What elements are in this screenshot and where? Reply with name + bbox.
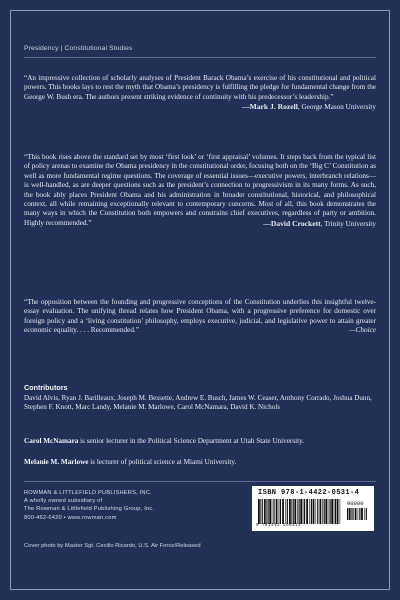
blurb-attribution [24, 102, 376, 112]
editor-name: Melanie M. Marlowe [24, 458, 89, 466]
editor-bio-1 [24, 437, 376, 446]
editor-description: is senior lecturer in the Political Science Department at Utah State University. [78, 437, 305, 445]
price-code: 90000 [347, 500, 364, 507]
photo-credit: Cover photo by Master Sgt. Cecilio Ricardo, U.S. Air Force/Released [24, 543, 201, 549]
blurb-1 [24, 74, 376, 113]
isbn-barcode [252, 486, 374, 531]
blurb-3 [24, 298, 376, 336]
publisher-group: The Rowman & Littlefield Publishing Group, Inc. [24, 506, 155, 513]
blurb-text: “The opposition between the founding and progressive conceptions of the Constitution underlies this insightful twelve-essay evaluation. The unifying thread relates how President Obama, with a progressive preference for domestic over foreign policy and a ‘living constitution’ philosophy, employs executive, judicial, and legislative power to attain greater economic equality. . . . Recommended.” [24, 298, 376, 335]
publisher-block [24, 489, 154, 522]
blurb-affiliation: , George Mason University [297, 103, 376, 112]
editor-bio-2 [24, 458, 376, 467]
top-divider [24, 57, 376, 58]
blurb-source: —Choice [349, 326, 376, 335]
category-label: Presidency | Constitutional Studies [24, 45, 133, 52]
publisher-subsidiary: A wholly owned subsidiary of [24, 498, 103, 505]
isbn-number: ISBN 978-1-4422-0531-4 [258, 489, 360, 497]
bottom-divider [24, 481, 376, 482]
blurb-text: “This book rises above the standard set by most ‘first look’ or ‘first appraisal’ volumes. It steps back from the typical list of policy arenas to examine the Obama presidency in the constitutional order, focusing both on the ‘Big C’ Constitution as well as more fundamental regime questions. The coverage of essential issues—executive powers, interbranch relations—is well-handled, as are deeper questions such as the president’s connection to progressivism in its many forms. As such, the book ably places President Obama and his administration in broader constitutional, historical, and philosophical context, all while remaining exceptionally relevant to contemporary concerns. Most of all, this book demonstrates the many ways in which the Constitution both empowers and constrains chief executives, regardless of party or ambition. Highly recommended.” [24, 153, 376, 227]
publisher-contact: 800-462-6420 • www.rowman.com [24, 514, 117, 521]
editor-name: Carol McNamara [24, 437, 79, 445]
barcode-bars [258, 499, 344, 524]
editor-description: is lecturer of political science at Miami University. [88, 458, 237, 466]
price-barcode-bars [347, 508, 369, 520]
blurb-author: —David Crockett [263, 218, 321, 228]
publisher-name: ROWMAN & LITTLEFIELD PUBLISHERS, INC. [24, 490, 152, 496]
blurb-affiliation: , Trinity University [320, 219, 376, 228]
contributors-list: David Alvis, Ryan J. Barilleaux, Joseph M. Bessette, Andrew E. Busch, James W. Ceaser, Anthony Corrado, Joshua Dunn, Stephen F. Knott, Marc Landy, Melanie M. Marlowe, Carol McNamara, David K. Nichols [24, 394, 372, 412]
blurb-author: —Mark J. Rozell [241, 102, 298, 112]
blurb-text: “An impressive collection of scholarly analyses of President Barack Obama’s exercise of his constitutional and political powers. This books lays to rest the myth that Obama’s presidency is fulfilling the pledge for fundamental change from the George W. Bush era. The authors present striking evidence of continuity with his predecessor’s leadership.” [24, 74, 376, 101]
barcode-digits: 9 781442 205314 [256, 524, 302, 528]
blurb-attribution [263, 219, 376, 229]
blurb-2 [24, 153, 376, 229]
contributors-heading: Contributors [24, 383, 68, 392]
